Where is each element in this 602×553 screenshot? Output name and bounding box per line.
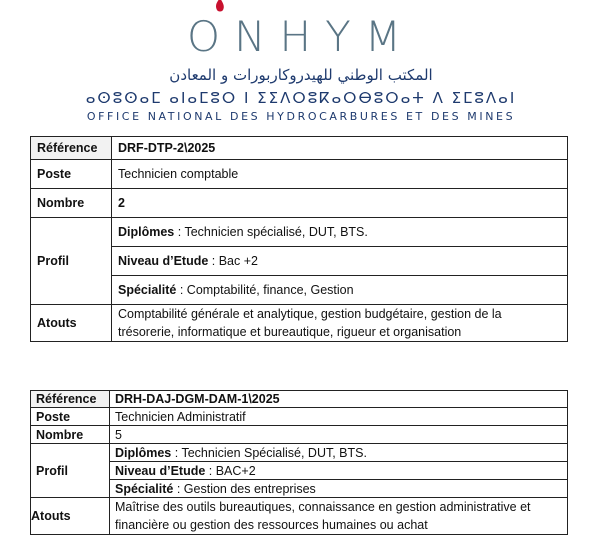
diplomes-value: : Technicien spécialisé, DUT, BTS.: [174, 225, 368, 239]
nombre-row: [31, 189, 568, 218]
nombre-value: 5: [110, 426, 568, 444]
niveau-cell: [112, 247, 568, 276]
atouts-row: [31, 498, 568, 535]
onhym-logo: [0, 12, 602, 60]
poste-label: Poste: [31, 160, 112, 189]
diplomes-cell: [110, 444, 568, 462]
flame-icon: [213, 0, 227, 14]
profil-row-specialite: [31, 276, 568, 305]
profil-row-niveau: [31, 462, 568, 480]
reference-label: Référence: [31, 137, 112, 160]
diplomes-cell: [112, 218, 568, 247]
poste-label: Poste: [31, 408, 110, 426]
nombre-row: [31, 426, 568, 444]
profil-row-niveau: [31, 247, 568, 276]
niveau-label: Niveau d’Etude: [118, 254, 209, 268]
profil-row-specialite: [31, 480, 568, 498]
nombre-label: Nombre: [31, 189, 112, 218]
diplomes-label: Diplômes: [118, 225, 175, 239]
atouts-value: [110, 498, 568, 535]
job-offer-table-2: [30, 390, 568, 535]
specialite-cell: [110, 480, 568, 498]
poste-value: Technicien Administratif: [110, 408, 568, 426]
nombre-value: 2: [112, 189, 568, 218]
niveau-value: : BAC+2: [205, 463, 256, 478]
profil-row-diplomes: [31, 444, 568, 462]
atouts-line-1: Comptabilité générale et analytique, gestion budgétaire, gestion de la: [118, 307, 502, 321]
reference-label: Référence: [31, 391, 110, 408]
niveau-cell: [110, 462, 568, 480]
profil-row-diplomes: [31, 218, 568, 247]
atouts-line-1: Maîtrise des outils bureautiques, connaissance en gestion administrative et: [115, 500, 531, 514]
atouts-label: Atouts: [31, 498, 110, 535]
atouts-line-2: financière ou gestion des ressources humaines ou achat: [115, 518, 428, 532]
atouts-row: [31, 305, 568, 342]
diplomes-value: : Technicien Spécialisé, DUT, BTS.: [171, 445, 367, 460]
specialite-value: : Comptabilité, finance, Gestion: [176, 283, 354, 297]
logo-wordmark: ONHYM: [187, 11, 415, 61]
specialite-cell: [112, 276, 568, 305]
specialite-label: Spécialité: [118, 283, 177, 297]
atouts-label: Atouts: [31, 305, 112, 342]
reference-row: [31, 391, 568, 408]
specialite-value: : Gestion des entreprises: [173, 481, 316, 496]
poste-value: Technicien comptable: [112, 160, 568, 189]
profil-label: Profil: [31, 218, 112, 305]
poste-row: [31, 160, 568, 189]
poste-row: [31, 408, 568, 426]
arabic-institution-name: المكتب الوطني للهيدروكاربورات و المعادن: [169, 66, 433, 84]
atouts-line-2: trésorerie, informatique et bureautique, rigueur et organisation: [118, 325, 462, 339]
job-offer-table-1: [30, 136, 568, 342]
reference-value: DRH-DAJ-DGM-DAM-1\2025: [110, 391, 568, 408]
page-header: [0, 0, 602, 128]
specialite-label: Spécialité: [115, 481, 174, 496]
reference-row: [31, 137, 568, 160]
profil-label: Profil: [31, 444, 110, 498]
tifinagh-institution-name: ⴰⵙⵓⵙⴰⵎ ⴰⵏⴰⵎⵓⵔ Ⅰ ⵉⵉⴷⵔⵓⴽⴰⵔⴱⵓⵔⴰⵜ ⴷ ⵉⵎⵓⴷⴰⵏ: [85, 89, 517, 107]
french-institution-name: OFFICE NATIONAL DES HYDROCARBURES ET DES MINES: [86, 110, 516, 123]
atouts-value: [112, 305, 568, 342]
nombre-label: Nombre: [31, 426, 110, 444]
reference-value: DRF-DTP-2\2025: [112, 137, 568, 160]
diplomes-label: Diplômes: [115, 445, 172, 460]
niveau-label: Niveau d’Etude: [115, 463, 206, 478]
niveau-value: : Bac +2: [208, 254, 258, 268]
